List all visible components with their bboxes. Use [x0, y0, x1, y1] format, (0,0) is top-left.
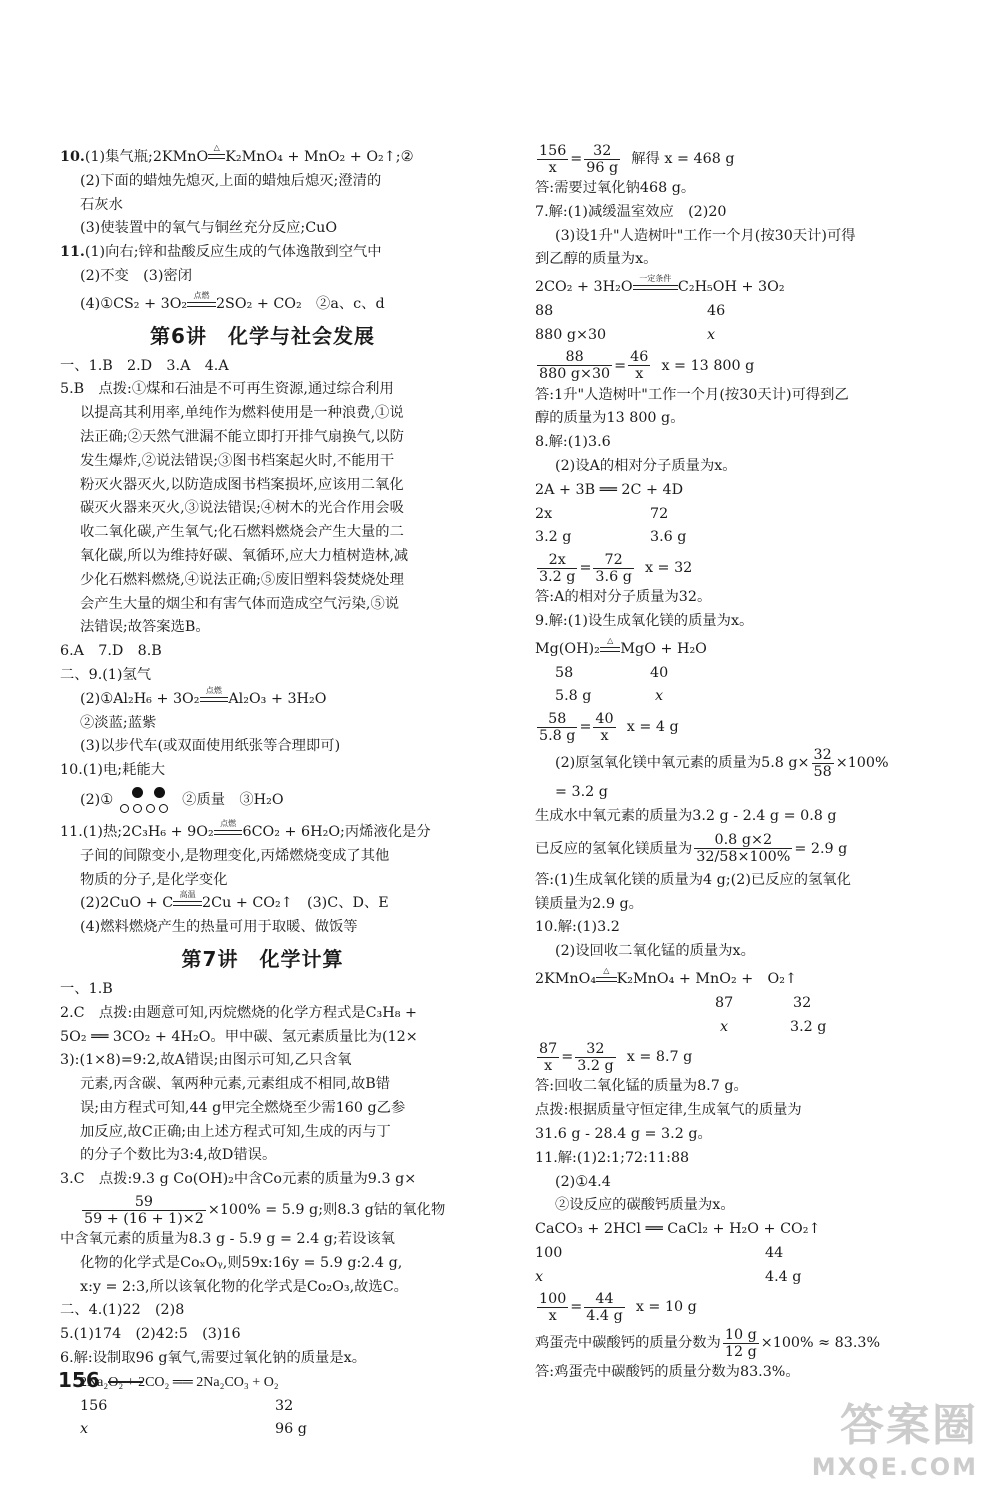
equation-9: Mg(OH)₂△ MgO + H₂O — [535, 638, 935, 662]
section-7-line: 元素,丙含碳、氧两种元素,元素组成不相同,故B错 — [80, 1076, 391, 1093]
section-heading-6: 第6讲 化学与社会发展 — [150, 323, 375, 348]
answer-9-line: = 3.2 g — [555, 784, 608, 801]
answer-11-line: 鸡蛋壳中碳酸钙的质量分数为 $\frac{10 g}{12 g}$ ×100% ≈ 83.3% — [535, 1326, 881, 1360]
section-7-line: 加反应,故C正确;由上述方程式可知,生成的丙与丁 — [80, 1123, 391, 1140]
section-7-line: 化物的化学式是CoₓOᵧ,则59x:16y = 5.9 g:2.4 g, — [80, 1254, 403, 1271]
fraction: $\frac{156}{x}$ — [539, 142, 567, 176]
answer-10-conclusion: 答:回收二氧化锰的质量为8.7 g。 — [535, 1078, 748, 1095]
answer-6-conclusion: 答:需要过氧化钠468 g。 — [535, 180, 696, 196]
fraction: $\frac{58}{5.8 g}$ — [539, 710, 576, 744]
section-7-line: 3):(1×8)=9:2,故A错误;由图示可知,乙只含氧 — [60, 1052, 352, 1069]
section-7-line: 2.C 点拨:由题意可知,丙烷燃烧的化学方程式是C₃H₈ + — [60, 1004, 417, 1021]
fraction: $\frac{46}{x}$ — [630, 349, 649, 383]
section-7-line: 一、1.B — [60, 980, 113, 997]
watermark-url: MXQE.COM — [811, 1453, 978, 1481]
answer-7-fraction: $\frac{88}{880 g\times 30}$ = $\frac{46}{x}$ x = 13 800 g — [539, 349, 755, 383]
molecule-diagram — [118, 785, 178, 815]
equation-7: 2CO₂ + 3H₂O一定条件 C₂H₅OH + 3O₂ — [535, 276, 935, 300]
equation-9-row: 58 40 — [555, 664, 669, 681]
answer-9-conclusion: 镁质量为2.9 g。 — [535, 895, 643, 912]
fraction: $\frac{72}{3.6 g}$ — [595, 551, 632, 585]
section-6-line: 法错误;故答案选B。 — [80, 619, 210, 636]
section-7-line: 6.解:设制取96 g氧气,需要过氧化钠的质量是x。 — [60, 1350, 366, 1367]
equation-8-row: 2x 72 — [535, 505, 669, 522]
right-column — [535, 142, 935, 1385]
section-6-line: 5.B 点拨:①煤和石油是不可再生资源,通过综合利用 — [60, 381, 394, 398]
answer-7-line: 到乙醇的质量为x。 — [535, 251, 658, 268]
answer-11-6: 11.(1)热;2C₃H₆ + 9O₂点燃 6CO₂ + 6H₂O;丙烯液化是分 — [60, 821, 465, 845]
equation-7-row: 88 46 — [535, 302, 726, 319]
section-6-line: 氧化碳,所以为维持好碳、氧循环,应大力植树造林,减 — [80, 547, 409, 564]
answer-9-4: (3)以步代车(或双面使用纸张等合理即可) — [80, 738, 341, 755]
equation-6: 2Na₂O₂ + 2CO₂ ══ 2Na₂CO₃ + O₂ — [80, 1374, 279, 1390]
section-7-line: 中含氧元素的质量为8.3 g - 5.9 g = 2.4 g;若设该氧 — [60, 1231, 395, 1248]
answer-10-7: 10.解:(1)3.2 — [535, 919, 620, 936]
answer-9-3: ②淡蓝;蓝紫 — [80, 714, 157, 731]
fraction: $\frac{32}{96 g}$ — [586, 142, 619, 176]
equation-10: 2KMnO₄△ K₂MnO₄ + MnO₂ + O₂↑ — [535, 968, 935, 992]
section-6-line: 少化石燃料燃烧,④说法正确;⑤废旧塑料袋焚烧处理 — [80, 571, 404, 588]
section-6-line: 二、9.(1)氢气 — [60, 666, 152, 683]
section-7b-lines — [60, 1228, 465, 1371]
answer-10-line: 石灰水 — [80, 196, 123, 213]
answer-8-line: (2)设A的相对分子质量为x。 — [555, 457, 737, 474]
answer-10-line: (2)下面的蜡烛先熄灭,上面的蜡烛后熄灭;澄清的 — [80, 172, 382, 189]
equation-9-row: 5.8 g x — [555, 688, 664, 705]
section-7-line: 5O₂ ══ 3CO₂ + 4H₂O。甲中碳、氢元素质量比为(12× — [60, 1028, 418, 1045]
fraction: $\frac{88}{880 g\times 30}$ — [539, 349, 611, 383]
section-6-line: 法正确;②天然气泄漏不能立即打开排气扇换气,以防 — [80, 428, 404, 445]
section-7-line: 5.(1)174 (2)42:5 (3)16 — [60, 1326, 241, 1343]
section-6-line: 发生爆炸,②说法错误;③图书档案起火时,不能用干 — [80, 452, 395, 469]
fraction: $\frac{87}{x}$ — [539, 1040, 558, 1074]
fraction: $\frac{59}{59 + (16 + 1)\times 2}$ — [84, 1193, 204, 1227]
answer-11-7-line: (2)①4.4 — [555, 1173, 611, 1190]
answer-10-line: (3)使装置中的氧气与铜丝充分反应;CuO — [80, 220, 338, 237]
answer-11-6-line: (4)燃料燃烧产生的热量可用于取暖、做饭等 — [80, 919, 358, 936]
answer-11-6-line: 子间的间隙变小,是物理变化,丙烯燃烧变成了其他 — [80, 847, 390, 864]
equation-8-row: 3.2 g 3.6 g — [535, 529, 687, 546]
section-7-line: x:y = 2:3,所以该氧化物的化学式是Co₂O₃,故选C。 — [80, 1278, 408, 1295]
watermark-text: 答案圈 — [840, 1400, 978, 1451]
page-number: 156 — [58, 1368, 143, 1392]
answer-11-7-line: ②设反应的碳酸钙质量为x。 — [555, 1197, 735, 1214]
answer-9-fraction: $\frac{58}{5.8 g}$ = $\frac{40}{x}$ x = 4 g — [539, 710, 679, 744]
answer-10-fraction: $\frac{87}{x}$ = $\frac{32}{3.2 g}$ x = 8.7 g — [539, 1040, 693, 1074]
answer-7-conclusion: 醇的质量为13 800 g。 — [535, 410, 685, 427]
section-heading-7: 第7讲 化学计算 — [181, 946, 344, 971]
fraction: $\frac{44}{4.4 g}$ — [586, 1290, 623, 1324]
answer-10-tip: 31.6 g - 28.4 g = 3.2 g。 — [535, 1125, 712, 1142]
equation-6-row: 156 32 — [80, 1397, 294, 1414]
section-6-line: 碳灭火器来灭火,③说法错误;④树木的光合作用会吸 — [80, 500, 404, 517]
answer-10: 10.(1)集气瓶;2KMnO△ K₂MnO₄ + MnO₂ + O₂↑;② — [60, 145, 465, 170]
section-6-line: 收二氧化碳,产生氧气;化石燃料燃烧会产生大量的二 — [80, 524, 404, 541]
fraction: $\frac{100}{x}$ — [539, 1290, 567, 1324]
equation-7-row: 880 g×30 x — [535, 326, 716, 343]
section-6-line: 一、1.B 2.D 3.A 4.A — [60, 357, 229, 374]
answer-11-fraction: $\frac{100}{x}$ = $\frac{44}{4.4 g}$ x = 10 g — [539, 1290, 697, 1324]
answer-11-conclusion: 答:鸡蛋壳中碳酸钙的质量分数为83.3%。 — [535, 1364, 800, 1381]
fraction: $\frac{10 g}{12 g}$ — [724, 1326, 757, 1360]
section-6-line: 以提高其利用率,单纯作为燃料使用是一种浪费,①说 — [80, 405, 404, 422]
answer-8: 8.解:(1)3.6 — [535, 434, 611, 451]
answer-10-7-line: (2)设回收二氧化锰的质量为x。 — [555, 943, 755, 960]
answer-6-fraction: $\frac{156}{x}$ = $\frac{32}{96 g}$ 解得 x = 468 g — [539, 142, 735, 176]
left-column — [60, 145, 465, 1442]
answer-7-line: (3)设1升"人造树叶"工作一个月(按30天计)可得 — [555, 227, 856, 244]
answer-10-tip: 点拨:根据质量守恒定律,生成氧气的质量为 — [535, 1102, 802, 1119]
equation-11-row: 100 44 — [535, 1244, 784, 1261]
answer-10-6-2: (2)① ②质量 ③H₂O — [60, 783, 465, 817]
answer-11: 11.(1)向右;锌和盐酸反应生成的气体逸散到空气中 — [60, 244, 382, 261]
answer-11-6-line: (2)2CuO + C高温 2Cu + CO₂↑ (3)C、D、E — [60, 892, 465, 916]
section-7-line: 误;由方程式可知,44 g甲完全燃烧至少需160 g乙参 — [80, 1099, 406, 1116]
fraction: $\frac{2x}{3.2 g}$ — [539, 551, 576, 585]
answer-9-2: (2)原氢氧化镁中氧元素的质量为5.8 g× $\frac{32}{58}$ ×100% — [555, 746, 889, 780]
section-7-line: 的分子个数比为3:4,故D错误。 — [80, 1147, 277, 1164]
equation-6-row: x 96 g — [80, 1421, 307, 1438]
watermark-logo — [812, 1389, 978, 1481]
equation-10-row: x 3.2 g — [720, 1018, 827, 1035]
answer-3-fraction: $\frac{59}{59 + (16 + 1)\times 2}$ ×100% = 5.9 g;则8.3 g钴的氧化物 — [84, 1193, 446, 1227]
answer-7-conclusion: 答:1升"人造树叶"工作一个月(按30天计)可得到乙 — [535, 386, 849, 403]
answer-11-line: (4)①CS₂ + 3O₂点燃 2SO₂ + CO₂ ②a、c、d — [60, 293, 465, 317]
answer-9-conclusion: 答:(1)生成氧化镁的质量为4 g;(2)已反应的氢氧化 — [535, 871, 851, 888]
section-6-line: 会产生大量的烟尘和有害气体而造成空气污染,⑤说 — [80, 595, 400, 612]
answer-8-conclusion: 答:A的相对分子质量为32。 — [535, 589, 712, 606]
answer-9-2: (2)①Al₂H₆ + 3O₂点燃 Al₂O₃ + 3H₂O — [60, 688, 465, 712]
fraction: $\frac{32}{3.2 g}$ — [577, 1040, 614, 1074]
equation-8: 2A + 3B ══ 2C + 4D — [535, 481, 684, 498]
equation-11: CaCO₃ + 2HCl ══ CaCl₂ + H₂O + CO₂↑ — [535, 1221, 821, 1238]
section-6-line: 粉灭火器灭火,以防造成图书档案损坏,应该用二氧化 — [80, 476, 404, 493]
answer-3: 3.C 点拨:9.3 g Co(OH)₂中含Co元素的质量为9.3 g× — [60, 1171, 417, 1188]
fraction: $\frac{32}{58}$ — [813, 746, 832, 780]
answer-11-6-line: 物质的分子,是化学变化 — [80, 871, 228, 888]
fraction: $\frac{40}{x}$ — [595, 710, 614, 744]
answer-10-6: 10.(1)电;耗能大 — [60, 762, 165, 779]
answer-9-line: 已反应的氢氧化镁质量为 $\frac{0.8 g\times 2}{32/58\times 100\%}$ = 2.9 g — [535, 832, 848, 866]
section-6-line: 6.A 7.D 8.B — [60, 643, 162, 660]
answer-11-line: (2)不变 (3)密闭 — [80, 267, 192, 284]
answer-7: 7.解:(1)减缓温室效应 (2)20 — [535, 203, 727, 220]
answer-9-line: 生成水中氧元素的质量为3.2 g - 2.4 g = 0.8 g — [535, 807, 837, 824]
answer-11-7: 11.解:(1)2:1;72:11:88 — [535, 1149, 690, 1166]
answer-8-fraction: $\frac{2x}{3.2 g}$ = $\frac{72}{3.6 g}$ x = 32 — [539, 551, 693, 585]
section-6-lines — [60, 355, 465, 688]
answer-9: 9.解:(1)设生成氧化镁的质量为x。 — [535, 612, 754, 629]
section-7-lines — [60, 978, 465, 1168]
fraction: $\frac{0.8 g\times 2}{32/58\times 100\%}$ — [696, 832, 791, 866]
equation-10-row: 87 32 — [715, 994, 812, 1011]
section-7-line: 二、4.(1)22 (2)8 — [60, 1302, 185, 1319]
equation-11-row: x 4.4 g — [535, 1268, 802, 1285]
